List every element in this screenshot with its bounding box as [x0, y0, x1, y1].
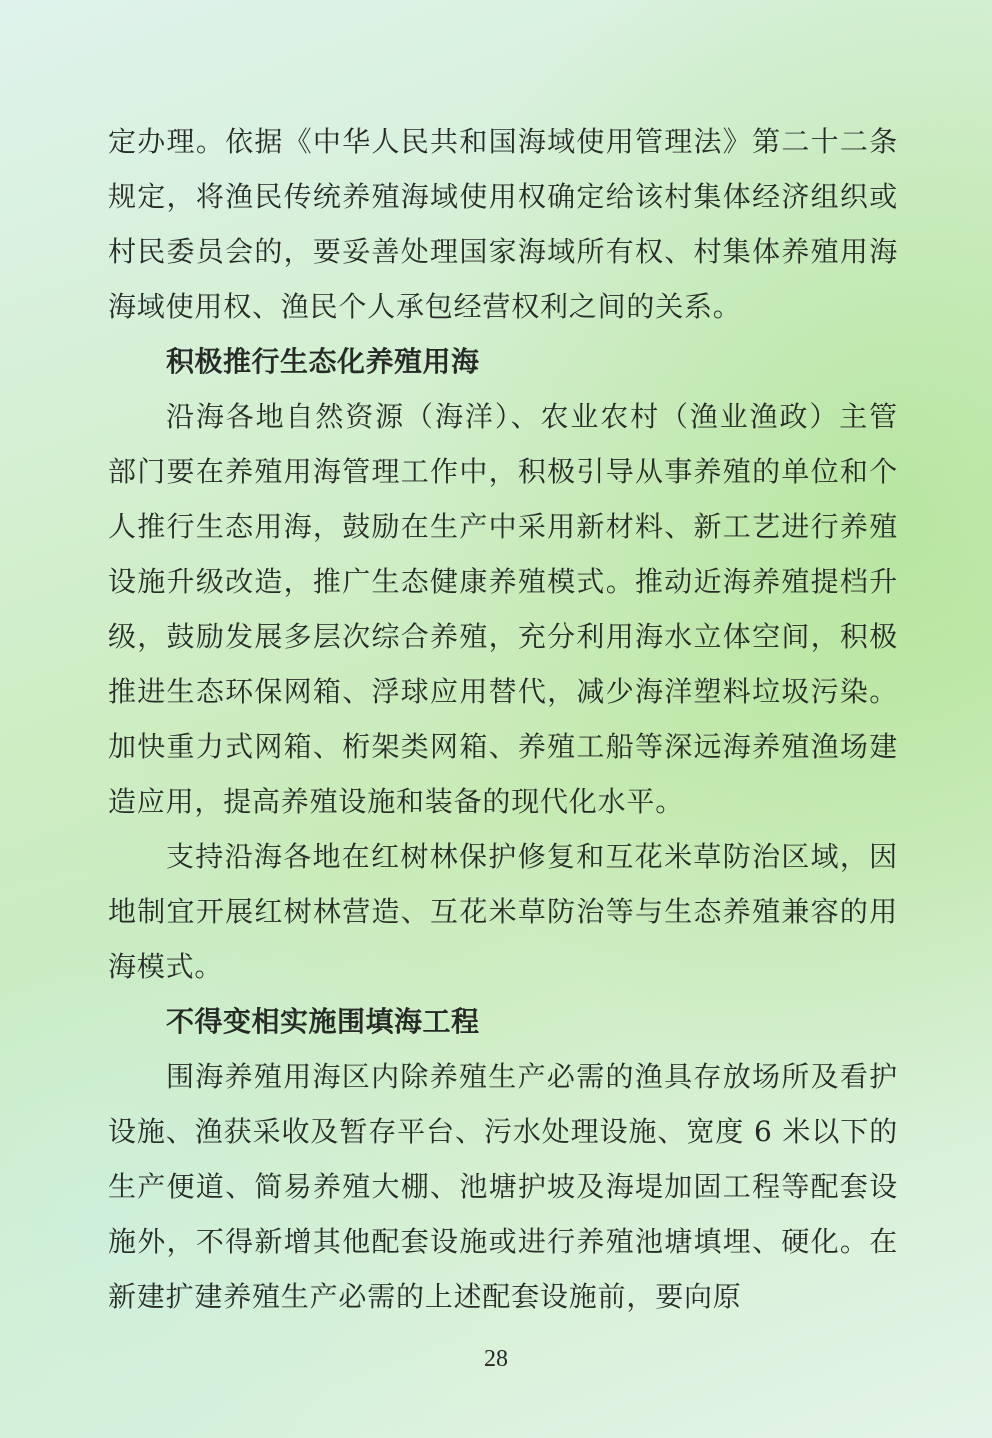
paragraph-continued: 定办理。依据《中华人民共和国海域使用管理法》第二十二条规定，将渔民传统养殖海域使用权确定给该村集体经济组织或村民委员会的，要妥善处理国家海域所有权、村集体养殖用海海域使用权、渔民个人承包经营权利之间的关系。	[108, 125, 898, 323]
paragraph: 沿海各地自然资源（海洋）、农业农村（渔业渔政）主管部门要在养殖用海管理工作中，积极引导从事养殖的单位和个人推行生态用海，鼓励在生产中采用新材料、新工艺进行养殖设施升级改造，推广生态健康养殖模式。推动近海养殖提档升级，鼓励发展多层次综合养殖，充分利用海水立体空间，积极推进生态环保网箱、浮球应用替代，减少海洋塑料垃圾污染。加快重力式网箱、桁架类网箱、养殖工船等深远海养殖渔场建造应用，提高养殖设施和装备的现代化水平。	[108, 400, 898, 818]
page-number: 28	[484, 1346, 508, 1372]
document-body	[108, 114, 898, 1324]
section-heading-no-reclamation: 不得变相实施围填海工程	[166, 1005, 480, 1038]
paragraph: 支持沿海各地在红树林保护修复和互花米草防治区域，因地制宜开展红树林营造、互花米草防治等与生态养殖兼容的用海模式。	[108, 840, 898, 983]
section-heading-ecological-aquaculture: 积极推行生态化养殖用海	[166, 345, 480, 378]
paragraph: 围海养殖用海区内除养殖生产必需的渔具存放场所及看护设施、渔获采收及暂存平台、污水处理设施、宽度 6 米以下的生产便道、简易养殖大棚、池塘护坡及海堤加固工程等配套设施外，不得新增其他配套设施或进行养殖池塘填埋、硬化。在新建扩建养殖生产必需的上述配套设施前，要向原	[108, 1060, 898, 1313]
